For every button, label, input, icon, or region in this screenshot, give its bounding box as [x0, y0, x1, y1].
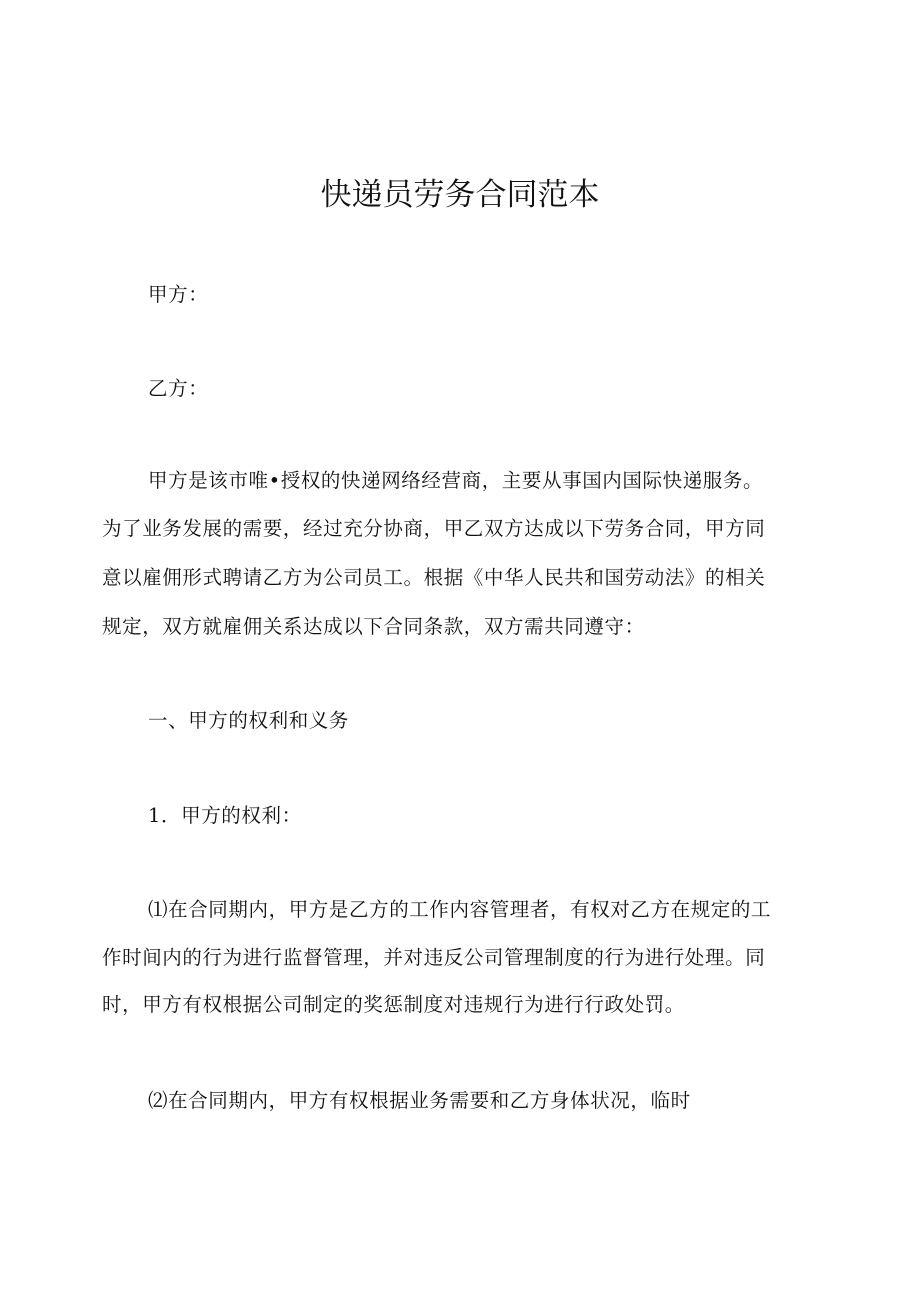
party-a-label: 甲方：: [148, 283, 209, 306]
intro-paragraph-line: 意以雇佣形式聘请乙方为公司员工。根据《中华人民共和国劳动法》的相关: [102, 566, 766, 589]
intro-paragraph-line: 规定，双方就雇佣关系达成以下合同条款，双方需共同遵守：: [102, 615, 645, 638]
clause-line: ⑵在合同期内，甲方有权根据业务需要和乙方身体状况，临时: [148, 1089, 691, 1112]
clause-line: ⑴在合同期内，甲方是乙方的工作内容管理者，有权对乙方在规定的工: [148, 898, 772, 921]
section-heading: 一、甲方的权利和义务: [148, 709, 350, 732]
subsection-heading: 1．甲方的权利：: [148, 804, 302, 827]
clause-line: 时，甲方有权根据公司制定的奖惩制度对违规行为进行行政处罚。: [102, 993, 685, 1016]
document-title: 快递员劳务合同范本: [320, 177, 600, 213]
intro-paragraph-line: 为了业务发展的需要，经过充分协商，甲乙双方达成以下劳务合同，甲方同: [102, 517, 766, 540]
clause-line: 作时间内的行为进行监督管理，并对违反公司管理制度的行为进行处理。同: [102, 946, 766, 969]
party-b-label: 乙方：: [148, 377, 209, 400]
intro-paragraph-line: 甲方是该市唯•授权的快递网络经营商，主要从事国内国际快递服务。: [148, 469, 764, 492]
